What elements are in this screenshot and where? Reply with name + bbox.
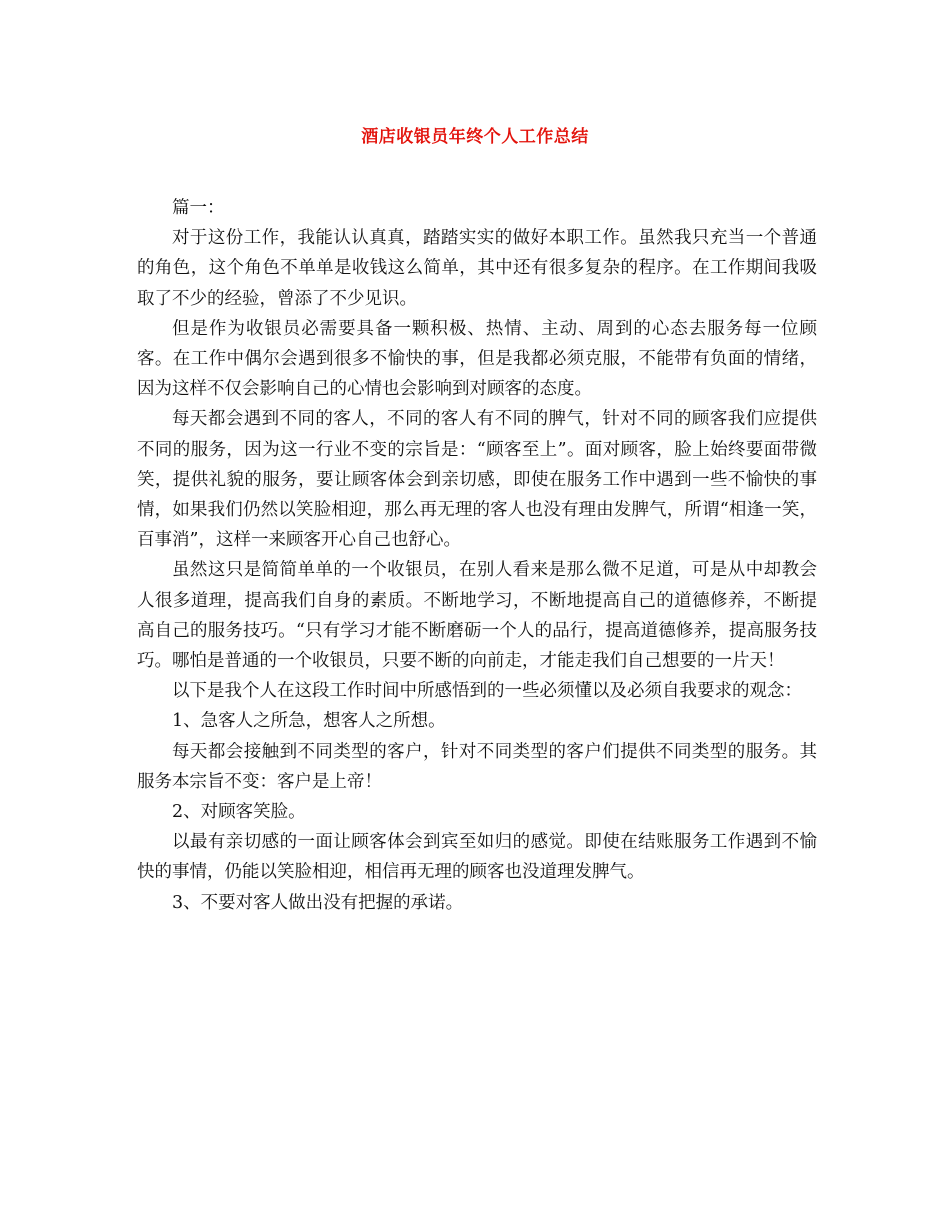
paragraph: 虽然这只是简简单单的一个收银员，在别人看来是那么微不足道，可是从中却教会人很多道理，提高我们自身的素质。不断地学习，不断地提高自己的道德修养，不断提高自己的服务技巧。“只有学习才能不断磨砺一个人的品行，提高道德修养，提高服务技巧。哪怕是普通的一个收银员，只要不断的向前走，才能走我们自己想要的一片天！ [137,560,817,672]
paragraph: 以最有亲切感的一面让顾客体会到宾至如归的感觉。即使在结账服务工作遇到不愉快的事情，仍能以笑脸相迎，相信再无理的顾客也没道理发脾气。 [137,832,817,883]
paragraph: 以下是我个人在这段工作时间中所感悟到的一些必须懂以及必须自我要求的观念： [172,681,802,702]
paragraph: 对于这份工作，我能认认真真，踏踏实实的做好本职工作。虽然我只充当一个普通的角色，这个角色不单单是收钱这么简单，其中还有很多复杂的程序。在工作期间我吸取了不少的经验，曾添了不少见识。 [137,228,817,309]
list-heading: 1、急客人之所急，想客人之所想。 [172,711,446,732]
list-heading: 3、不要对客人做出没有把握的承诺。 [172,892,464,913]
document-body [137,193,817,918]
list-heading: 2、对顾客笑脸。 [172,802,306,823]
paragraph-section-heading: 篇一： [172,198,225,218]
document-title: 酒店收银员年终个人工作总结 [361,127,589,147]
paragraph: 每天都会接触到不同类型的客户，针对不同类型的客户们提供不同类型的服务。其服务本宗旨不变：客户是上帝！ [137,741,817,792]
paragraph: 每天都会遇到不同的客人，不同的客人有不同的脾气，针对不同的顾客我们应提供不同的服务，因为这一行业不变的宗旨是：“顾客至上”。面对顾客，脸上始终要面带微笑，提供礼貌的服务，要让顾客体会到亲切感，即使在服务工作中遇到一些不愉快的事情，如果我们仍然以笑脸相迎，那么再无理的客人也没有理由发脾气，所谓“相逢一笑，百事消”，这样一来顾客开心自己也舒心。 [137,409,817,551]
paragraph: 但是作为收银员必需要具备一颗积极、热情、主动、周到的心态去服务每一位顾客。在工作中偶尔会遇到很多不愉快的事，但是我都必须克服，不能带有负面的情绪，因为这样不仅会影响自己的心情也会影响到对顾客的态度。 [137,318,817,400]
